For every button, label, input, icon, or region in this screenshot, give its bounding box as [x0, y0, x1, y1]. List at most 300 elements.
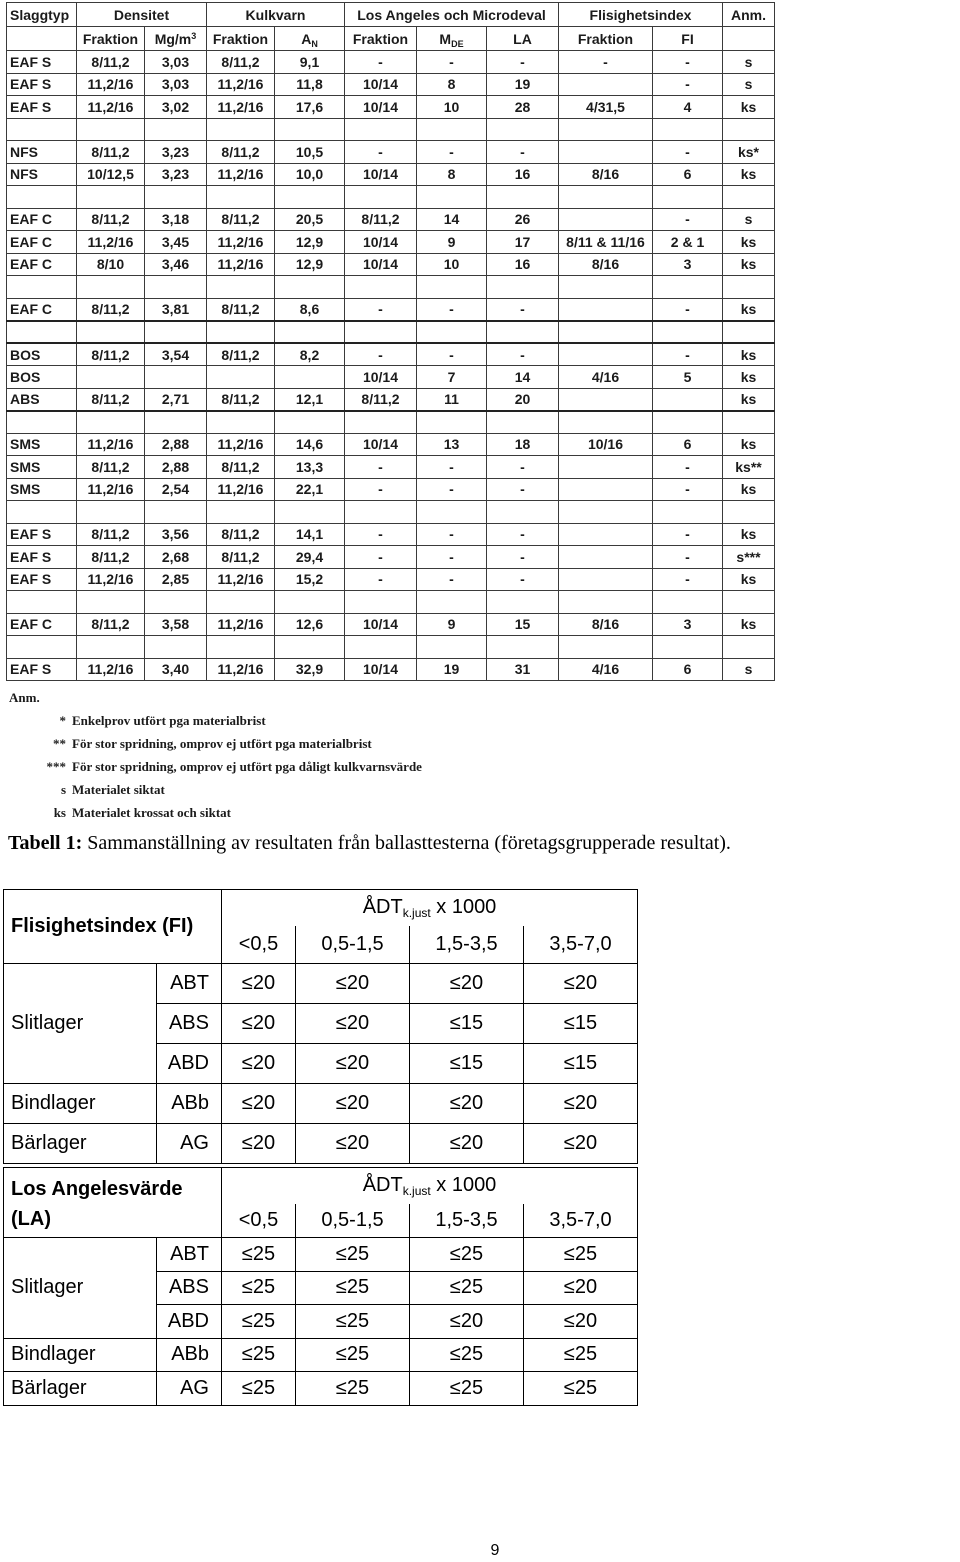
table-cell: 9 — [417, 231, 487, 254]
table-cell — [559, 546, 653, 569]
table-cell: 3,23 — [145, 163, 207, 186]
note-text: För stor spridning, omprov ej utfört pga dåligt kulkvarnsvärde — [72, 759, 422, 774]
table-cell: 10,0 — [275, 163, 345, 186]
table-cell: 4 — [653, 96, 723, 119]
table-cell: - — [345, 298, 417, 321]
results-table — [6, 2, 775, 681]
empty-cell — [275, 321, 345, 344]
table-cell: - — [653, 523, 723, 546]
empty-cell — [275, 276, 345, 299]
spacer-row — [7, 118, 775, 141]
empty-cell — [7, 118, 77, 141]
table-cell: - — [653, 208, 723, 231]
note-mark: * — [59, 713, 66, 728]
requirement-value: ≤25 — [524, 1338, 638, 1372]
table-cell: 8/11 & 11/16 — [559, 231, 653, 254]
table-cell: 4/31,5 — [559, 96, 653, 119]
table-cell: 4/16 — [559, 366, 653, 389]
requirement-value: ≤25 — [410, 1271, 524, 1305]
layer-name: Bärlager — [4, 1124, 157, 1164]
empty-cell — [77, 321, 145, 344]
asphalt-type: ABS — [157, 1004, 222, 1044]
table-cell: 6 — [653, 658, 723, 681]
table-cell: 3,56 — [145, 523, 207, 546]
table-cell: 3,58 — [145, 613, 207, 636]
empty-cell — [145, 411, 207, 434]
table-cell: NFS — [7, 141, 77, 164]
empty-cell — [345, 321, 417, 344]
table-cell — [145, 366, 207, 389]
table-cell: ks — [723, 613, 775, 636]
table-cell: - — [417, 478, 487, 501]
empty-cell — [345, 118, 417, 141]
header-densitet: Densitet — [77, 3, 207, 27]
table-cell: 11,2/16 — [207, 163, 275, 186]
table-cell: 11,2/16 — [77, 658, 145, 681]
table-cell: EAF C — [7, 298, 77, 321]
table-cell: - — [653, 456, 723, 479]
table-cell: SMS — [7, 433, 77, 456]
empty-cell — [7, 186, 77, 209]
table-cell: ks — [723, 163, 775, 186]
adt-range-header: 0,5-1,5 — [296, 1204, 410, 1238]
table-row — [7, 523, 775, 546]
table-cell: BOS — [7, 343, 77, 366]
table-cell: 20,5 — [275, 208, 345, 231]
adt-range-header: 1,5-3,5 — [410, 926, 524, 964]
table-row — [7, 96, 775, 119]
empty-cell — [653, 276, 723, 299]
table-cell: 13,3 — [275, 456, 345, 479]
table-cell: SMS — [7, 456, 77, 479]
table-cell: 10/12,5 — [77, 163, 145, 186]
table-cell — [559, 141, 653, 164]
adt-range-header: 0,5-1,5 — [296, 926, 410, 964]
table-cell: 11,2/16 — [207, 613, 275, 636]
empty-cell — [345, 276, 417, 299]
table-cell: EAF S — [7, 568, 77, 591]
requirement-value: ≤20 — [296, 1044, 410, 1084]
table-cell: - — [653, 343, 723, 366]
requirement-value: ≤25 — [296, 1372, 410, 1406]
table-cell: ks — [723, 343, 775, 366]
subheader-la: LA — [487, 27, 559, 51]
adt-range-header: <0,5 — [222, 1204, 296, 1238]
table-cell: EAF S — [7, 523, 77, 546]
requirement-value: ≤20 — [222, 1084, 296, 1124]
note-mark: ks — [53, 805, 66, 820]
table-cell: EAF C — [7, 208, 77, 231]
table-cell: 14,1 — [275, 523, 345, 546]
adt-range-header: 3,5-7,0 — [524, 1204, 638, 1238]
table-cell: - — [345, 456, 417, 479]
table-row — [7, 478, 775, 501]
table-cell: s*** — [723, 546, 775, 569]
empty-cell — [345, 411, 417, 434]
empty-cell — [559, 591, 653, 614]
table-cell: ks* — [723, 141, 775, 164]
table-cell: ks — [723, 388, 775, 411]
table-row — [7, 231, 775, 254]
table-cell: 10 — [417, 253, 487, 276]
table-cell: 2,68 — [145, 546, 207, 569]
requirement-value: ≤25 — [410, 1372, 524, 1406]
table-cell: 3 — [653, 253, 723, 276]
empty-cell — [77, 636, 145, 659]
table-cell: 8/16 — [559, 163, 653, 186]
requirement-value: ≤20 — [524, 1124, 638, 1164]
table-cell: 8/11,2 — [207, 51, 275, 74]
empty-cell — [7, 636, 77, 659]
table-cell: 10,5 — [275, 141, 345, 164]
table-cell: 3 — [653, 613, 723, 636]
requirement-value: ≤20 — [296, 964, 410, 1004]
table-cell: 11 — [417, 388, 487, 411]
table-cell: ABS — [7, 388, 77, 411]
requirement-value: ≤20 — [410, 1305, 524, 1339]
table-cell: 10/16 — [559, 433, 653, 456]
table-cell: s — [723, 208, 775, 231]
table-cell: - — [417, 51, 487, 74]
empty-cell — [77, 591, 145, 614]
table-cell: 6 — [653, 163, 723, 186]
empty-cell — [77, 186, 145, 209]
table-cell: - — [417, 546, 487, 569]
empty-cell — [653, 636, 723, 659]
empty-cell — [207, 276, 275, 299]
empty-cell — [417, 591, 487, 614]
requirement-value: ≤20 — [410, 1084, 524, 1124]
layer-name: Bärlager — [4, 1372, 157, 1406]
header-slaggtyp: Slaggtyp — [7, 3, 77, 27]
requirement-value: ≤25 — [222, 1305, 296, 1339]
subheader-empty — [723, 27, 775, 51]
table-cell: 10/14 — [345, 231, 417, 254]
table-cell: BOS — [7, 366, 77, 389]
requirement-row — [4, 1372, 638, 1406]
table-cell: 8/11,2 — [77, 388, 145, 411]
table-cell: ks — [723, 366, 775, 389]
empty-cell — [417, 321, 487, 344]
empty-cell — [345, 636, 417, 659]
table-cell: EAF S — [7, 546, 77, 569]
table-cell: - — [417, 343, 487, 366]
asphalt-type: ABT — [157, 1238, 222, 1272]
table-cell: 8/11,2 — [77, 208, 145, 231]
table-row — [7, 163, 775, 186]
table-cell: 8/11,2 — [207, 208, 275, 231]
table-cell: 8/11,2 — [345, 388, 417, 411]
empty-cell — [723, 501, 775, 524]
table-cell: 8 — [417, 163, 487, 186]
table-cell: 11,8 — [275, 73, 345, 96]
empty-cell — [723, 591, 775, 614]
empty-cell — [487, 501, 559, 524]
requirement-value: ≤20 — [410, 964, 524, 1004]
table-row — [7, 658, 775, 681]
table-cell: 3,03 — [145, 73, 207, 96]
layer-name: Slitlager — [4, 964, 157, 1084]
empty-cell — [723, 118, 775, 141]
empty-cell — [77, 276, 145, 299]
table-cell: 14,6 — [275, 433, 345, 456]
table-cell: EAF C — [7, 231, 77, 254]
table-cell: 2,88 — [145, 433, 207, 456]
asphalt-type: AG — [157, 1124, 222, 1164]
table-cell: 8/11,2 — [77, 456, 145, 479]
table-cell: - — [653, 546, 723, 569]
note-item — [0, 782, 165, 798]
table-cell: 8/11,2 — [207, 343, 275, 366]
table-cell: - — [345, 141, 417, 164]
empty-cell — [7, 411, 77, 434]
table-cell: 3,18 — [145, 208, 207, 231]
table-cell: 12,6 — [275, 613, 345, 636]
table-cell: 9,1 — [275, 51, 345, 74]
requirement-row — [4, 1084, 638, 1124]
empty-cell — [207, 636, 275, 659]
subheader-fraktion: Fraktion — [77, 27, 145, 51]
empty-cell — [145, 591, 207, 614]
empty-cell — [207, 186, 275, 209]
table-cell: 8/11,2 — [207, 141, 275, 164]
requirement-value: ≤15 — [410, 1004, 524, 1044]
empty-cell — [7, 501, 77, 524]
table-cell: s — [723, 73, 775, 96]
layer-name: Bindlager — [4, 1084, 157, 1124]
table-cell: 15 — [487, 613, 559, 636]
table-cell: - — [417, 141, 487, 164]
table-cell: - — [345, 546, 417, 569]
table-cell: 11,2/16 — [207, 568, 275, 591]
table-cell: 8/11,2 — [77, 343, 145, 366]
table-cell: 11,2/16 — [207, 478, 275, 501]
empty-cell — [345, 501, 417, 524]
table-cell: SMS — [7, 478, 77, 501]
empty-cell — [559, 186, 653, 209]
table-cell: EAF S — [7, 51, 77, 74]
header-fi: Flisighetsindex — [559, 3, 723, 27]
table-cell: - — [653, 568, 723, 591]
empty-cell — [77, 501, 145, 524]
table-cell: 18 — [487, 433, 559, 456]
subheader-an: $A_N$ — [275, 27, 345, 51]
table-row — [7, 298, 775, 321]
empty-cell — [417, 186, 487, 209]
empty-cell — [559, 118, 653, 141]
empty-cell — [275, 118, 345, 141]
table-row — [7, 208, 775, 231]
table-cell: 8/11,2 — [207, 298, 275, 321]
table-row — [7, 73, 775, 96]
table-cell: 6 — [653, 433, 723, 456]
table-cell: 32,9 — [275, 658, 345, 681]
table-cell: 11,2/16 — [207, 433, 275, 456]
asphalt-type: ABb — [157, 1084, 222, 1124]
requirement-value: ≤25 — [296, 1305, 410, 1339]
empty-cell — [145, 321, 207, 344]
table-cell: s — [723, 51, 775, 74]
table-cell: 9 — [417, 613, 487, 636]
empty-cell — [7, 591, 77, 614]
table-cell: 20 — [487, 388, 559, 411]
requirement-value: ≤25 — [410, 1338, 524, 1372]
table-cell: 8/11,2 — [207, 456, 275, 479]
table-cell: 5 — [653, 366, 723, 389]
table-cell: 16 — [487, 163, 559, 186]
requirement-value: ≤20 — [524, 1271, 638, 1305]
la-title: Los Angelesvärde (LA) — [4, 1168, 222, 1238]
requirement-row — [4, 1124, 638, 1164]
empty-cell — [487, 118, 559, 141]
asphalt-type: ABS — [157, 1271, 222, 1305]
empty-cell — [345, 186, 417, 209]
requirement-value: ≤20 — [222, 1124, 296, 1164]
table-cell: ks — [723, 433, 775, 456]
table-cell: 11,2/16 — [207, 253, 275, 276]
table-cell: 8/16 — [559, 253, 653, 276]
table-cell: 7 — [417, 366, 487, 389]
requirement-value: ≤20 — [524, 1305, 638, 1339]
table-cell: - — [345, 343, 417, 366]
table-cell: 28 — [487, 96, 559, 119]
empty-cell — [653, 321, 723, 344]
table-cell — [77, 366, 145, 389]
table-cell: ks — [723, 231, 775, 254]
table-cell: ks — [723, 298, 775, 321]
empty-cell — [487, 321, 559, 344]
table-cell: 8/11,2 — [77, 51, 145, 74]
requirement-value: ≤25 — [222, 1271, 296, 1305]
table-cell — [559, 456, 653, 479]
empty-cell — [275, 501, 345, 524]
table-cell: - — [653, 478, 723, 501]
table-cell — [559, 478, 653, 501]
header-kulkvarn: Kulkvarn — [207, 3, 345, 27]
table-cell: 12,9 — [275, 253, 345, 276]
table-cell: - — [345, 523, 417, 546]
table-cell: - — [487, 523, 559, 546]
requirement-row — [4, 1338, 638, 1372]
table-cell — [559, 73, 653, 96]
note-item — [0, 759, 422, 775]
subheader-mgm: $Mg/m^3$ — [145, 27, 207, 51]
table-cell — [559, 523, 653, 546]
table-cell: 2,54 — [145, 478, 207, 501]
requirement-value: ≤20 — [222, 1044, 296, 1084]
table-cell: 11,2/16 — [207, 231, 275, 254]
fi-title: Flisighetsindex (FI) — [4, 890, 222, 964]
table-row — [7, 51, 775, 74]
table-cell — [653, 388, 723, 411]
fi-requirements-table — [3, 889, 638, 1164]
layer-name: Slitlager — [4, 1238, 157, 1339]
table-cell: s — [723, 658, 775, 681]
table-cell: 8/11,2 — [207, 546, 275, 569]
table-cell: 11,2/16 — [77, 478, 145, 501]
table-cell: 31 — [487, 658, 559, 681]
table-cell: 11,2/16 — [77, 568, 145, 591]
table-cell: 29,4 — [275, 546, 345, 569]
requirement-value: ≤20 — [410, 1124, 524, 1164]
empty-cell — [559, 411, 653, 434]
table-cell: ks — [723, 96, 775, 119]
table-cell — [559, 343, 653, 366]
table-cell: - — [487, 456, 559, 479]
table-cell — [559, 388, 653, 411]
page-number: 9 — [490, 1542, 500, 1559]
empty-cell — [723, 276, 775, 299]
adt-range-header: 1,5-3,5 — [410, 1204, 524, 1238]
table-cell — [275, 366, 345, 389]
empty-cell — [417, 118, 487, 141]
table-cell: - — [487, 568, 559, 591]
empty-cell — [417, 501, 487, 524]
table-cell: - — [653, 51, 723, 74]
table-cell: 2,88 — [145, 456, 207, 479]
table-cell: 10/14 — [345, 433, 417, 456]
requirement-value: ≤20 — [524, 964, 638, 1004]
table-cell: ks — [723, 478, 775, 501]
la-adt-header: $ÅDT_{k.just}$ x 1000 — [222, 1168, 638, 1204]
spacer-row — [7, 276, 775, 299]
empty-cell — [417, 411, 487, 434]
empty-cell — [723, 186, 775, 209]
note-mark: s — [60, 782, 66, 797]
table-cell: 10/14 — [345, 73, 417, 96]
table-cell: 8/11,2 — [207, 388, 275, 411]
requirement-value: ≤25 — [296, 1238, 410, 1272]
table-cell: - — [345, 51, 417, 74]
table-cell: 12,9 — [275, 231, 345, 254]
fi-adt-header: $ÅDT_{k.just}$ x 1000 — [222, 890, 638, 926]
header-la-md: Los Angeles och Microdeval — [345, 3, 559, 27]
subheader-fi: FI — [653, 27, 723, 51]
table-cell: 13 — [417, 433, 487, 456]
layer-name: Bindlager — [4, 1338, 157, 1372]
subheader-empty — [7, 27, 77, 51]
empty-cell — [417, 276, 487, 299]
spacer-row — [7, 501, 775, 524]
requirement-row — [4, 964, 638, 1004]
empty-cell — [487, 591, 559, 614]
requirement-value: ≤20 — [296, 1004, 410, 1044]
empty-cell — [345, 591, 417, 614]
subheader-fraktion: Fraktion — [207, 27, 275, 51]
empty-cell — [653, 501, 723, 524]
table-cell: EAF C — [7, 613, 77, 636]
table-cell: 11,2/16 — [207, 73, 275, 96]
empty-cell — [559, 276, 653, 299]
subheader-mde: $M_{DE}$ — [417, 27, 487, 51]
table-cell: 26 — [487, 208, 559, 231]
table-cell: - — [417, 568, 487, 591]
spacer-row — [7, 636, 775, 659]
requirement-value: ≤15 — [410, 1044, 524, 1084]
table-cell: 11,2/16 — [77, 433, 145, 456]
table-cell: 3,23 — [145, 141, 207, 164]
table-cell: 4/16 — [559, 658, 653, 681]
requirement-value: ≤25 — [296, 1338, 410, 1372]
table-cell: 10/14 — [345, 366, 417, 389]
table-cell: ks — [723, 523, 775, 546]
table-cell: 11,2/16 — [77, 96, 145, 119]
subheader-fraktion: Fraktion — [559, 27, 653, 51]
caption-label: Tabell 1: — [8, 832, 83, 854]
requirement-value: ≤25 — [222, 1338, 296, 1372]
table-cell — [207, 366, 275, 389]
table-cell: EAF S — [7, 96, 77, 119]
